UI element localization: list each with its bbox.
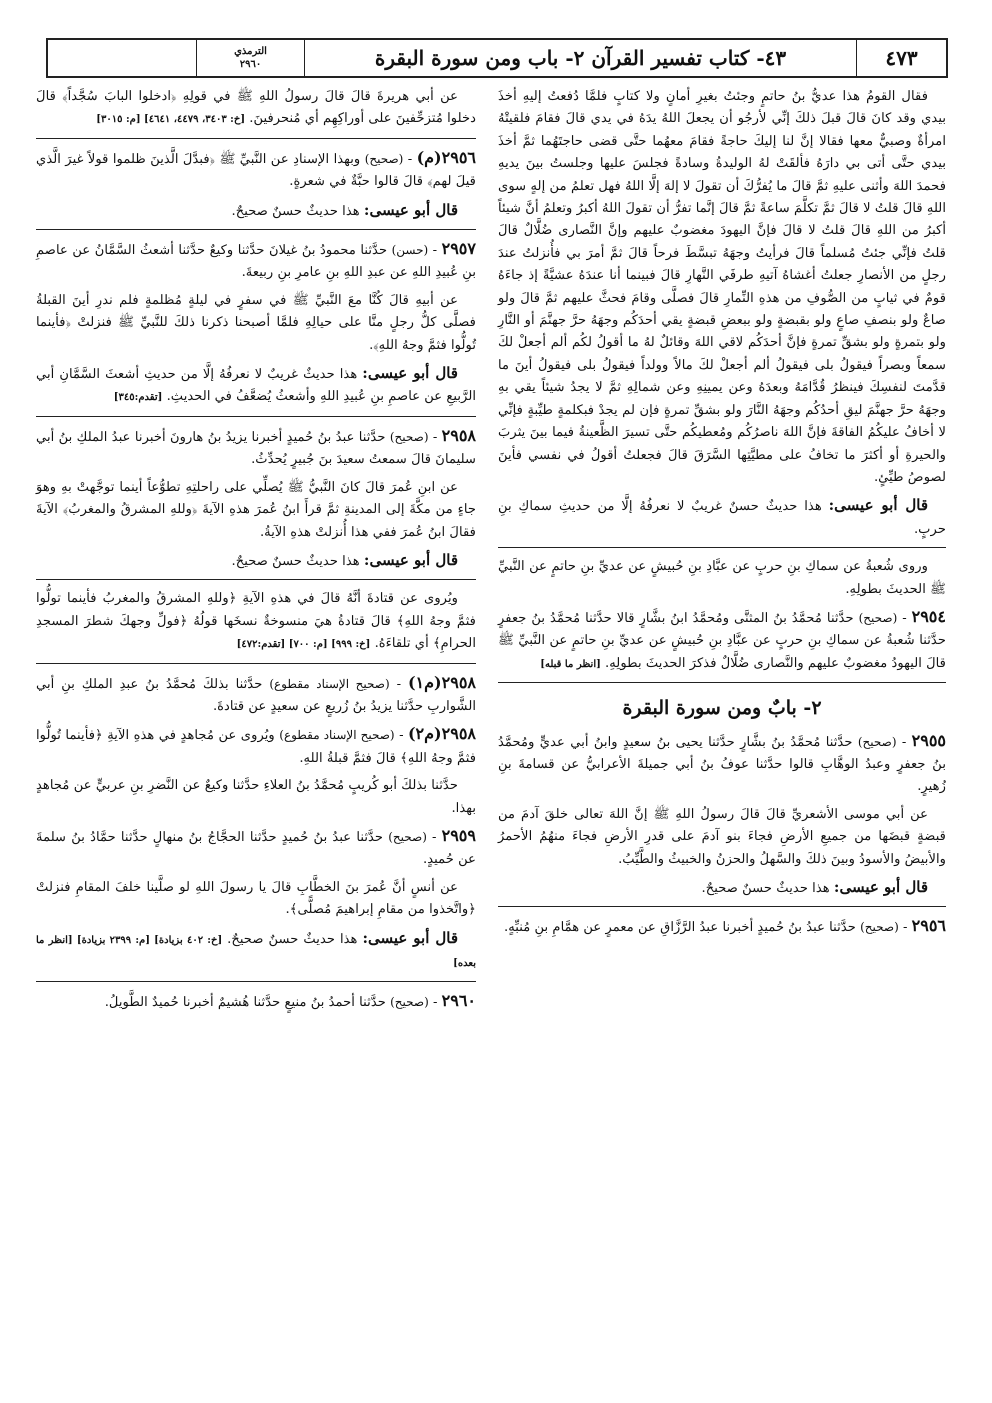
comment-lead: قال أبو عيسى: <box>363 200 458 219</box>
hadith-number: ٢٩٥٩ <box>441 825 476 845</box>
text-paragraph <box>36 86 476 132</box>
comment-lead: قال أبو عيسى: <box>363 550 458 569</box>
paragraph-text: ويُروى عن قتادةَ أنَّهُ قالَ في هذهِ الآيةِ ﴿وللهِ المشرقُ والمغربُ فأينما تولُّوا فثمَّ وجهُ اللهِ﴾ قالَ قتادةُ هيَ منسوخةٌ نسخَها قولُهُ ﴿فولِّ وجهكَ شطرَ المسجدِ الحرامِ﴾ أي تلقاءَهُ. <box>36 591 476 652</box>
hadith-number: ٢٩٥٥ <box>911 730 946 750</box>
hadith-number: ٢٩٥٤ <box>911 606 946 626</box>
page-header <box>46 38 948 78</box>
author-comment <box>36 199 476 223</box>
comment-lead: قال أبو عيسى: <box>362 928 458 947</box>
header-empty-cell <box>48 40 196 76</box>
hadith-number: ٢٩٥٨ <box>441 425 476 445</box>
comment-text: هذا حديثٌ حسنٌ صحيحٌ. <box>231 203 360 219</box>
hadith-text: حدَّثنا عبدُ بنُ حُميدٍ أخبرنا يزيدُ بنُ هارونَ أخبرنا عبدُ الملكِ بنُ أبي سليمانَ قالَ سمعتُ سعيدَ بنَ جُبيرٍ يُحدِّثُ. <box>36 429 476 468</box>
hadith-text: حدَّثنا محمودُ بنُ غيلانَ حدَّثنا وكيعٌ حدَّثنا أشعثُ السَّمَّانُ عن عاصمِ بنِ عُبيدِ اللهِ عن عبدِ اللهِ بنِ عامرِ بنِ ربيعةَ. <box>36 243 476 281</box>
chapter-heading: ٢- بابٌ ومن سورة البقرة <box>622 697 822 720</box>
hadith-text: وبهذا الإسنادِ عن النَّبيِّ ﷺ ﴿فبدَّلَ الَّذينَ ظلموا قولاً غيرَ الَّذي قيلَ لهم﴾ قالَ قالوا حبَّةٌ في شعرةٍ. <box>36 151 476 190</box>
page-number: ٤٧٣ <box>856 40 946 76</box>
reference-note: [خ: ٣٤٠٣، ٤٤٧٩، ٤٦٤١] [م: ٣٠١٥] <box>96 114 246 126</box>
paragraph-text: وروى شُعبةُ عن سماكِ بنِ حربٍ عن عبَّادِ بنِ حُبيشٍ عن عديِّ بنِ حاتمٍ عن النَّبيِّ ﷺ الحديثَ بطولِهِ. <box>498 559 946 597</box>
hadith-paragraph: ٢٩٥٦(م) - (صحيح) وبهذا الإسنادِ عن النَّبيِّ ﷺ ﴿فبدَّلَ الَّذينَ ظلموا قولاً غيرَ الَّذي قيلَ لهم﴾ قالَ قالوا حبَّةٌ في شعرةٍ. <box>36 147 476 190</box>
hadith-text: حدَّثنا أحمدُ بنُ منيعٍ حدَّثنا هُشيمٌ أخبرنا حُميدٌ الطَّويلُ. <box>104 995 386 1011</box>
text-paragraph <box>36 877 476 922</box>
comment-text: هذا حديثٌ حسنٌ صحيحٌ. <box>701 881 830 896</box>
hadith-paragraph: ٢٩٥٥ - (صحيح) حدَّثنا مُحمَّدُ بنُ بشَّارٍ حدَّثنا يحيى بنُ سعيدٍ وابنُ أبي عديٍّ ومُحمَّدُ بنُ جعفرٍ وعبدُ الوهَّابِ قالوا حدَّثنا عوفُ بنُ أبي جميلةَ الأعرابيُّ عن قسامةَ بنِ زُهيرٍ. <box>498 730 946 795</box>
hadith-number: ٢٩٦٠ <box>441 991 476 1011</box>
hadith-number: ٢٩٥٦(م) <box>416 147 476 167</box>
comment-lead: قال أبو عيسى: <box>833 878 928 896</box>
comment-text: هذا حديثٌ حسنٌ صحيحٌ. <box>227 931 358 947</box>
hadith-number: ٢٩٥٦ <box>911 916 946 936</box>
separator-line <box>36 229 476 230</box>
paragraph-text: عن أنسٍ أنَّ عُمرَ بنَ الخطَّابِ قالَ يا رسولَ اللهِ لو صلَّينا خلفَ المقامِ فنزلتْ ﴿واتَّخذوا من مقامِ إبراهيمَ مُصلًّى﴾. <box>36 879 476 918</box>
separator-line <box>498 906 946 907</box>
hadith-grade: (صحيح الإسناد مقطوع) <box>279 728 395 743</box>
hadith-grade: (صحيح) <box>389 429 429 444</box>
paragraph-text: فقال القومُ هذا عديُّ بنُ حاتمٍ وجئتُ بغيرِ أمانٍ ولا كتابٍ فلمَّا دُفعتُ إليهِ أخذَ بيدي وقد كانَ قالَ قبلَ ذلكَ إنِّي لأرجُو أن يجعلَ اللهُ يدَهُ في يدي قالَ فقامَ فلقيتْهُ امرأةٌ وصبيٌّ معها فقالا إنَّ لنا إليكَ حاجةً فقامَ معهُما حتَّى قضى حاجتَهُما ثمَّ أخذَ بيدي حتَّى أتى بي دارَهُ فألقَتْ لهُ الوليدةُ وسادةً فجلسَ عليها وجلستُ بينَ يديهِ فحمدَ اللهَ وأثنى عليهِ ثمَّ قالَ ما يُفرُّكَ أن تقولَ لا إلهَ إلَّا اللهُ فهل تعلمُ من إلهٍ سوى اللهِ قالَ قلتُ لا قالَ ثمَّ تكلَّمَ ساعةً ثمَّ قالَ إنَّما تفرُّ أن تقولَ اللهُ أكبرُ وتعلمُ أنَّ شيئاً أكبرُ من اللهِ قالَ قلتُ لا قالَ فإنَّ اليهودَ مغضوبٌ عليهم وإنَّ النَّصارى ضُلَّالٌ قالَ قلتُ فإنِّي جئتُ مُسلماً قالَ فرأيتُ وجهَهُ تبسَّطَ فرحاً قالَ ثمَّ أمرَ بي فأُنزلتُ عندَ رجلٍ من الأنصارِ جعلتُ أغشاهُ آتيهِ طرفَي النَّهارِ قالَ فبينما أنا عندَهُ عشيَّةً إذ جاءَهُ قومٌ في ثيابٍ من الصُّوفِ من هذهِ النِّمارِ قالَ فصلَّى وقامَ فحثَّ عليهم ثمَّ قالَ ولو صاعٌ ولو بنصفِ صاعٍ ولو بقبضةٍ ولو ببعضِ قبضةٍ يقي أحدَكُم وجهَهُ حرَّ جهنَّمَ أو النَّارِ ولو بتمرةٍ ولو بشقِّ تمرةٍ فإنَّ أحدَكُم لاقي اللهَ وقائلٌ لهُ ما أقولُ لكُم ألم أجعلْ لكَ سمعاً وبصراً فيقولُ بلى فيقولُ ألم أجعلْ لكَ مالاً وولداً فيقولُ بلى فيقولُ أينَ ما قدَّمتَ لنفسِكَ فينظرُ قُدَّامَهُ وبعدَهُ وعن يمينِهِ وعن شمالِهِ ثمَّ لا يجدُ شيئاً يقي بهِ وجهَهُ حرَّ جهنَّمَ ليقِ أحدُكُم وجهَهُ النَّارَ ولو بشقِّ تمرةٍ فإن لم يجدْ فبكلمةٍ طيِّبةٍ فإنِّي لا أخافُ عليكُمُ الفاقةَ فإنَّ اللهَ ناصرُكُم ومُعطيكُم حتَّى تسيرَ الظَّعينةُ فيما بينَ يثربَ والحيرةِ أو أكثرَ ما تخافُ على مطيَّتِها السَّرَقَ قالَ فجعلتُ أقولُ في نفسي فأينَ لصوصُ طيِّئٍ. <box>498 89 946 485</box>
hadith-paragraph: ٢٩٥٧ - (حسن) حدَّثنا محمودُ بنُ غيلانَ حدَّثنا وكيعٌ حدَّثنا أشعثُ السَّمَّانُ عن عاصمِ بنِ عُبيدِ اللهِ عن عبدِ اللهِ بنِ عامرِ بنِ ربيعةَ. <box>36 239 476 281</box>
comment-text: هذا حديثٌ حسنٌ صحيحٌ. <box>231 553 360 569</box>
left-text-column <box>36 86 476 1020</box>
reference-note: [تقدم:٣٤٥] <box>113 392 163 404</box>
reference-note: [خ: ٤٠٢ بزيادة] [م: ٢٣٩٩ بزيادة] [انظر ما بعده] <box>36 934 476 969</box>
separator-line <box>498 682 946 683</box>
author-comment <box>36 362 476 410</box>
hadith-grade: (صحيح) <box>857 734 897 749</box>
text-paragraph <box>498 556 946 601</box>
hadith-number: ٢٩٥٨(م١) <box>407 672 476 692</box>
author-comment <box>498 494 946 541</box>
paragraph-text: عن أبي هريرةَ قالَ قالَ رسولُ اللهِ ﷺ في قولِهِ ﴿ادخلوا البابَ سُجَّداً﴾ قالَ دخلوا مُتزحِّفينَ على أوراكِهِم أي مُنحرفينَ. <box>36 89 476 127</box>
comment-lead: قال أبو عيسى: <box>362 364 458 383</box>
separator-line <box>36 138 476 139</box>
hadith-number: ٢٩٥٧ <box>441 239 476 259</box>
reference-note: [خ: ٩٩٩] [م: ٧٠٠] [تقدم:٤٧٢] <box>236 639 371 651</box>
hadith-text: حدَّثنا عبدُ بنُ حُميدٍ حدَّثنا الحجَّاجُ بنُ منهالٍ حدَّثنا حمَّادُ بنُ سلمةَ عن حُميدٍ. <box>36 829 476 868</box>
paragraph-text: عن ابنِ عُمرَ قالَ كانَ النَّبيُّ ﷺ يُصلِّي على راحلتِهِ تطوُّعاً أينما توجَّهتْ بهِ وهوَ جاءٍ من مكَّةَ إلى المدينةِ ثمَّ قرأَ ابنُ عُمرَ هذهِ الآيةَ ﴿وللهِ المشرقُ والمغربُ﴾ الآيةَ فقالَ ابنُ عُمرَ ففي هذا أُنزلتْ هذهِ الآيةُ. <box>36 479 476 540</box>
hadith-grade: (حسن) <box>391 243 429 258</box>
comment-text: هذا حديثٌ غريبٌ لا نعرفُهُ إلَّا من حديثِ أشعثَ السَّمَّانِ أبي الرَّبيعِ عن عاصمِ بنِ عُبيدِ اللهِ وأشعثُ يُضعَّفُ في الحديثِ. <box>36 367 476 405</box>
text-paragraph <box>498 86 946 489</box>
source-reference <box>196 40 304 76</box>
hadith-paragraph: ٢٩٥٤ - (صحيح) حدَّثنا مُحمَّدُ بنُ المثنَّى ومُحمَّدُ ابنُ بشَّارٍ قالا حدَّثنا مُحمَّدُ بنُ جعفرٍ حدَّثنا شُعبةُ عن سماكِ بنِ حربٍ عن عبَّادِ بنِ حُبيشٍ عن عديِّ بنِ حاتمٍ عن النَّبيِّ ﷺ قالَ اليهودُ مغضوبٌ عليهم والنَّصارى ضُلَّالٌ فذكرَ الحديثَ بطولِهِ. [انظر ما قبله] <box>498 606 946 671</box>
comment-lead: قال أبو عيسى: <box>828 496 928 515</box>
reference-note: [انظر ما قبله] <box>540 658 601 670</box>
hadith-text: حدَّثنا عبدُ بنُ حُميدٍ أخبرنا عبدُ الرَّزَّاقِ عن معمرٍ عن همَّامِ بنِ مُنبِّهٍ. <box>504 920 856 936</box>
hadith-paragraph: ٢٩٥٨(م١) - (صحيح الإسناد مقطوع) حدَّثنا بذلكَ مُحمَّدُ بنُ عبدِ الملكِ بنِ أبي الشَّواربِ حدَّثنا يزيدُ بنُ زُريعٍ عن سعيدٍ عن قتادةَ. <box>36 672 476 714</box>
paragraph-text: عن أبيهِ قالَ كُنَّا معَ النَّبيِّ ﷺ في سفرٍ في ليلةٍ مُظلمةٍ فلم ندرِ أينَ القبلةُ فصلَّى كلُّ رجلٍ منَّا على حيالِهِ فلمَّا أصبحنا ذكرنا ذلكَ للنَّبيِّ ﷺ فنزلتْ ﴿فأينما تُولُّوا فثمَّ وجهُ اللهِ﴾. <box>36 292 476 353</box>
author-comment <box>498 876 946 900</box>
hadith-text: ويُروى عن مُجاهدٍ في هذهِ الآيةِ ﴿فأينما تُولُّوا فثمَّ وجهُ اللهِ﴾ قالَ فثمَّ قبلةُ اللهِ. <box>36 728 476 766</box>
hadith-paragraph: ٢٩٥٩ - (صحيح) حدَّثنا عبدُ بنُ حُميدٍ حدَّثنا الحجَّاجُ بنُ منهالٍ حدَّثنا حمَّادُ بنُ سلمةَ عن حُميدٍ. <box>36 825 476 868</box>
hadith-number: ٢٩٥٨(م٢) <box>407 724 476 744</box>
running-title: ٤٣- كتاب تفسير القرآن ٢- باب ومن سورة البقرة <box>304 40 856 76</box>
source-label: الترمذي <box>234 46 267 57</box>
hadith-grade: (صحيح) <box>390 995 429 1010</box>
hadith-grade: (صحيح) <box>860 920 899 935</box>
hadith-text: حدَّثنا مُحمَّدُ بنُ المثنَّى ومُحمَّدُ ابنُ بشَّارٍ قالا حدَّثنا مُحمَّدُ بنُ جعفرٍ حدَّثنا شُعبةُ عن سماكِ بنِ حربٍ عن عبَّادِ بنِ حُبيشٍ عن عديِّ بنِ حاتمٍ عن النَّبيِّ ﷺ قالَ اليهودُ مغضوبٌ عليهم والنَّصارى ضُلَّالٌ فذكرَ الحديثَ بطولِهِ. <box>498 610 946 671</box>
separator-line <box>36 416 476 417</box>
text-paragraph <box>36 477 476 544</box>
paragraph-text: حدَّثنا بذلكَ أبو كُريبٍ مُحمَّدُ بنُ العلاءِ حدَّثنا وكيعٌ عن النَّضرِ بنِ عربيٍّ عن مُجاهدٍ بهذا. <box>36 778 476 816</box>
hadith-grade: (صحيح) <box>388 829 427 844</box>
author-comment <box>36 927 476 976</box>
separator-line <box>36 663 476 664</box>
comment-text: هذا حديثٌ حسنٌ غريبٌ لا نعرفُهُ إلَّا من حديثِ سماكِ بنِ حربٍ. <box>498 499 946 537</box>
text-paragraph <box>36 290 476 357</box>
source-number: ٢٩٦٠ <box>239 59 262 70</box>
hadith-paragraph: ٢٩٥٦ - (صحيح) حدَّثنا عبدُ بنُ حُميدٍ أخبرنا عبدُ الرَّزَّاقِ عن معمرٍ عن همَّامِ بنِ مُنبِّهٍ. <box>504 916 946 936</box>
separator-line <box>498 547 946 548</box>
hadith-grade: (صحيح) <box>858 610 898 625</box>
separator-line <box>36 579 476 580</box>
right-text-column <box>498 86 946 945</box>
hadith-grade: (صحيح) <box>364 151 404 166</box>
hadith-paragraph: ٢٩٦٠ - (صحيح) حدَّثنا أحمدُ بنُ منيعٍ حدَّثنا هُشيمٌ أخبرنا حُميدٌ الطَّويلُ. <box>104 991 476 1011</box>
hadith-grade: (صحيح الإسناد مقطوع) <box>269 676 390 691</box>
text-paragraph <box>36 775 476 820</box>
hadith-paragraph: ٢٩٥٨(م٢) - (صحيح الإسناد مقطوع) ويُروى عن مُجاهدٍ في هذهِ الآيةِ ﴿فأينما تُولُّوا فثمَّ وجهُ اللهِ﴾ قالَ فثمَّ قبلةُ اللهِ. <box>36 724 476 766</box>
text-paragraph <box>36 588 476 656</box>
text-paragraph <box>498 804 946 871</box>
separator-line <box>36 981 476 982</box>
hadith-text: حدَّثنا مُحمَّدُ بنُ بشَّارٍ حدَّثنا يحيى بنُ سعيدٍ وابنُ أبي عديٍّ ومُحمَّدُ بنُ جعفرٍ وعبدُ الوهَّابِ قالوا حدَّثنا عوفُ بنُ أبي جميلةَ الأعرابيُّ عن قسامةَ بنِ زُهيرٍ. <box>498 734 946 795</box>
paragraph-text: عن أبي موسى الأشعريِّ قالَ قالَ رسولُ اللهِ ﷺ إنَّ اللهَ تعالى خلقَ آدمَ من قبضةٍ قبضَها من جميعِ الأرضِ فجاءَ بنو آدمَ على قدرِ الأرضِ فجاءَ منهُمُ الأحمرُ والأبيضُ والأسودُ وبينَ ذلكَ والسَّهلُ والحزنُ والخبيثُ والطَّيِّبُ. <box>498 806 946 867</box>
hadith-text: حدَّثنا بذلكَ مُحمَّدُ بنُ عبدِ الملكِ بنِ أبي الشَّواربِ حدَّثنا يزيدُ بنُ زُريعٍ عن سعيدٍ عن قتادةَ. <box>36 676 476 714</box>
author-comment <box>36 549 476 573</box>
hadith-paragraph: ٢٩٥٨ - (صحيح) حدَّثنا عبدُ بنُ حُميدٍ أخبرنا يزيدُ بنُ هارونَ أخبرنا عبدُ الملكِ بنُ أبي سليمانَ قالَ سمعتُ سعيدَ بنَ جُبيرٍ يُحدِّثُ. <box>36 425 476 468</box>
